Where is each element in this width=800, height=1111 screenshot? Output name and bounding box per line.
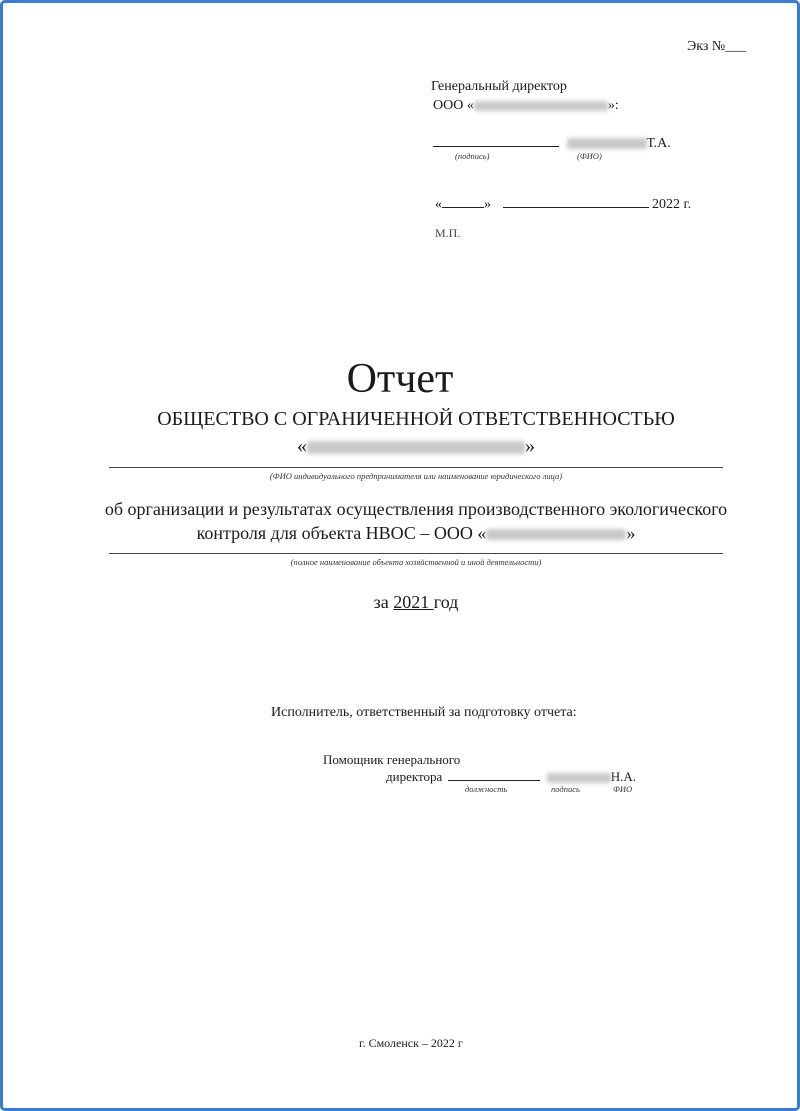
org-type: ОБЩЕСТВО С ОГРАНИЧЕННОЙ ОТВЕТСТВЕННОСТЬЮ xyxy=(157,408,675,430)
subject-line-1: об организации и результатах осуществления производственного экологического xyxy=(104,499,728,519)
signature-underline xyxy=(433,132,559,147)
report-title: Отчет xyxy=(346,356,454,402)
redacted-executor-surname xyxy=(547,773,611,783)
caption-executor-signature: подпись xyxy=(551,784,580,794)
caption-position: должность xyxy=(465,784,508,794)
caption-executor-name: ФИО xyxy=(613,784,633,794)
redacted-object-name xyxy=(486,529,626,540)
city-year: г. Смоленск – 2022 г xyxy=(359,1036,463,1050)
redacted-company-name xyxy=(307,441,525,454)
caption-object: (полное наименование объекта хозяйственной и иной деятельности) xyxy=(290,557,542,567)
executor-position-1: Помощник генерального xyxy=(323,752,461,767)
subject-line-2: контроля для объекта НВОС – ООО « » xyxy=(196,523,636,543)
approver-signature-line: Т.А. xyxy=(433,132,671,152)
approver-org: ООО « »: xyxy=(433,98,619,113)
executor-signature-underline xyxy=(448,768,540,781)
object-rule xyxy=(109,553,723,554)
approval-date: « » 2022 г. xyxy=(435,194,691,213)
report-period: за 2021 год xyxy=(373,592,459,612)
org-name-line: « » xyxy=(297,435,535,457)
caption-signature: (подпись) xyxy=(455,151,490,161)
entity-rule xyxy=(109,467,723,468)
executor-heading: Исполнитель, ответственный за подготовку отчета: xyxy=(271,705,577,720)
redacted-org-name xyxy=(474,101,608,111)
redacted-surname xyxy=(567,138,647,149)
caption-name: (ФИО) xyxy=(577,151,602,161)
copy-number: Экз №___ xyxy=(687,39,747,54)
executor-position-2: директора Н.А. xyxy=(386,769,637,784)
day-blank xyxy=(442,194,484,208)
caption-entity: (ФИО индивидуального предпринимателя или наименование юридического лица) xyxy=(269,471,563,481)
approver-role: Генеральный директор xyxy=(431,79,567,94)
month-blank xyxy=(503,194,649,208)
stamp-place: М.П. xyxy=(435,226,461,240)
